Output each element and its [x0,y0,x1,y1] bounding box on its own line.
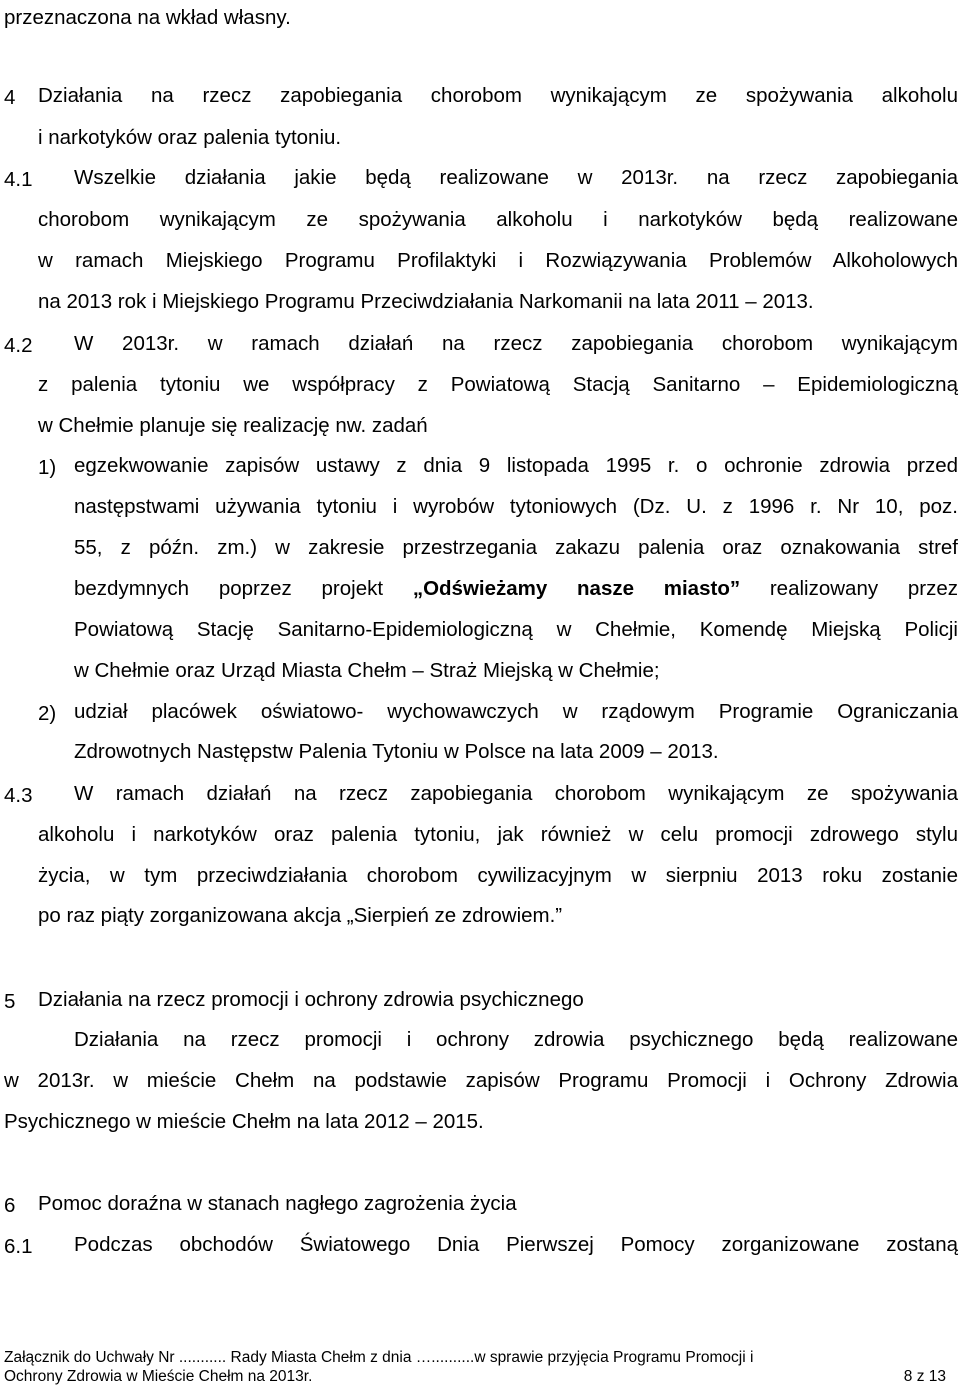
section-5-line-2: w 2013r. w mieście Chełm na podstawie zapisów Programu Promocji i Ochrony Zdrowia [4,1069,958,1092]
p42-line-3: w Chełmie planuje się realizację nw. zadań [38,414,428,437]
p42-line-1: W 2013r. w ramach działań na rzecz zapobiegania chorobom wynikającym [74,332,958,355]
section-6-number: 6 [4,1194,16,1217]
p41-line-1: Wszelkie działania jakie będą realizowane w 2013r. na rzecz zapobiegania [74,166,958,189]
item-1-line-4 [74,579,958,603]
item-1-line-5: Powiatową Stację Sanitarno-Epidemiologiczną w Chełmie, Komendę Miejską Policji [74,618,958,641]
p61-line-1: Podczas obchodów Światowego Dnia Pierwszej Pomocy zorganizowane zostaną [74,1233,958,1256]
p43-line-2: alkoholu i narkotyków oraz palenia tytoniu, jak również w celu promocji zdrowego stylu [38,823,958,846]
item-1-line-1: egzekwowanie zapisów ustawy z dnia 9 listopada 1995 r. o ochronie zdrowia przed [74,454,958,477]
section-6-heading: Pomoc doraźna w stanach nagłego zagrożenia życia [38,1192,517,1215]
section-5-heading: Działania na rzecz promocji i ochrony zdrowia psychicznego [38,988,584,1011]
project-name: „Odświeżamy nasze miasto” [412,577,741,600]
page-number: 8 z 13 [903,1368,946,1385]
item-1-marker: 1) [38,456,57,479]
p61-number: 6.1 [4,1235,33,1258]
section-4-number: 4 [4,86,16,109]
section-4-heading-cont: i narkotyków oraz palenia tytoniu. [38,126,342,149]
section-4-heading: Działania na rzecz zapobiegania chorobom wynikającym ze spożywania alkoholu [38,84,958,107]
item-1-line-6: w Chełmie oraz Urząd Miasta Chełm – Straż Miejską w Chełmie; [74,659,660,682]
p41-line-2: chorobom wynikającym ze spożywania alkoholu i narkotyków będą realizowane [38,208,958,231]
item-1-line-4-post: realizowany przez [769,577,958,600]
p43-number: 4.3 [4,784,33,807]
item-1-line-3: 55, z późn. zm.) w zakresie przestrzegania zakazu palenia oraz oznakowania stref [74,536,958,559]
section-5-number: 5 [4,990,16,1013]
p42-line-2: z palenia tytoniu we współpracy z Powiatową Stacją Sanitarno – Epidemiologiczną [38,373,958,396]
footer-line-1: Załącznik do Uchwały Nr ........... Rady Miasta Chełm z dnia …..........w sprawie przyjęcia Programu Promocji i [4,1349,754,1366]
p43-line-3: życia, w tym przeciwdziałania chorobom cywilizacyjnym w sierpniu 2013 roku zostanie [38,864,958,887]
p41-line-3: w ramach Miejskiego Programu Profilaktyki i Rozwiązywania Problemów Alkoholowych [38,249,958,272]
p43-line-1: W ramach działań na rzecz zapobiegania chorobom wynikającym ze spożywania [74,782,958,805]
p41-line-4: na 2013 rok i Miejskiego Programu Przeciwdziałania Narkomanii na lata 2011 – 2013. [38,290,814,313]
p41-number: 4.1 [4,168,33,191]
top-line: przeznaczona na wkład własny. [4,6,291,29]
p42-number: 4.2 [4,334,33,357]
section-5-line-3: Psychicznego w mieście Chełm na lata 2012 – 2015. [4,1110,484,1133]
footer-line-2 [4,1369,946,1385]
item-2-line-2: Zdrowotnych Następstw Palenia Tytoniu w Polsce na lata 2009 – 2013. [74,740,719,763]
item-1-line-2: następstwami używania tytoniu i wyrobów tytoniowych (Dz. U. z 1996 r. Nr 10, poz. [74,495,958,518]
item-2-marker: 2) [38,702,57,725]
section-5-line-1: Działania na rzecz promocji i ochrony zdrowia psychicznego będą realizowane [74,1028,958,1051]
item-1-line-4-pre: bezdymnych poprzez projekt [74,577,384,600]
item-2-line-1: udział placówek oświatowo- wychowawczych w rządowym Programie Ograniczania [74,700,958,723]
footer-line-2-text: Ochrony Zdrowia w Mieście Chełm na 2013r. [4,1368,313,1385]
p43-line-4: po raz piąty zorganizowana akcja „Sierpień ze zdrowiem.” [38,904,563,927]
